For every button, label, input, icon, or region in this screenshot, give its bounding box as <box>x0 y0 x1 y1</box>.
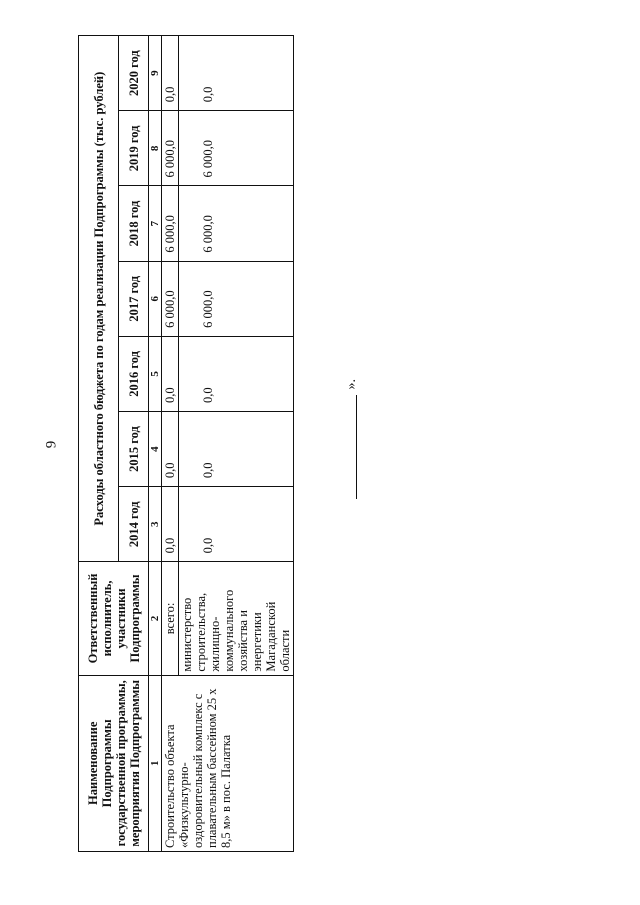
value-cell: 6 000,0 <box>179 186 294 261</box>
col-number: 2 <box>149 562 162 675</box>
header-year-2014: 2014 год <box>119 487 149 562</box>
column-numbers-row <box>149 36 162 852</box>
value-cell: 6 000,0 <box>162 111 179 186</box>
closing-quote: ». <box>344 379 359 390</box>
value-cell: 0,0 <box>162 411 179 486</box>
expenses-table <box>78 35 294 852</box>
value-cell: 0,0 <box>162 336 179 411</box>
value-cell: 0,0 <box>179 487 294 562</box>
expenses-table-container <box>78 35 293 852</box>
value-cell: 6 000,0 <box>179 111 294 186</box>
value-cell: 6 000,0 <box>179 261 294 336</box>
closing-mark <box>343 379 361 499</box>
header-year-2019: 2019 год <box>119 111 149 186</box>
value-cell: 0,0 <box>179 411 294 486</box>
header-year-2017: 2017 год <box>119 261 149 336</box>
header-year-2020: 2020 год <box>119 36 149 111</box>
value-cell: 6 000,0 <box>162 261 179 336</box>
col-number: 3 <box>149 487 162 562</box>
col-number: 9 <box>149 36 162 111</box>
page-number: 9 <box>43 440 60 449</box>
header-name: Наименование Подпрограммы государственной программы, мероприятия Подпрограммы <box>79 675 149 851</box>
col-number: 1 <box>149 675 162 851</box>
executor-total: всего: <box>162 562 179 675</box>
header-year-2018: 2018 год <box>119 186 149 261</box>
header-year-2016: 2016 год <box>119 336 149 411</box>
table-row-total <box>162 36 179 852</box>
header-executor: Ответственный исполнитель, участники Подпрограммы <box>79 562 149 675</box>
col-number: 4 <box>149 411 162 486</box>
header-expenses-group: Расходы областного бюджета по годам реализации Подпрограммы (тыс. рублей) <box>79 36 119 562</box>
col-number: 7 <box>149 186 162 261</box>
header-year-2015: 2015 год <box>119 411 149 486</box>
col-number: 8 <box>149 111 162 186</box>
value-cell: 0,0 <box>179 336 294 411</box>
executor-ministry: министерство строительства, жилищно-коммунального хозяйства и энергетики Магаданской области <box>179 562 294 675</box>
closing-rule <box>356 395 357 499</box>
col-number: 6 <box>149 261 162 336</box>
col-number: 5 <box>149 336 162 411</box>
value-cell: 0,0 <box>162 487 179 562</box>
object-name-cell: Строительство объекта «Физкультурно-оздоровительный комплекс с плавательным бассейном 25 х 8,5 м» в пос. Палатка <box>162 675 294 851</box>
value-cell: 0,0 <box>162 36 179 111</box>
value-cell: 6 000,0 <box>162 186 179 261</box>
value-cell: 0,0 <box>179 36 294 111</box>
